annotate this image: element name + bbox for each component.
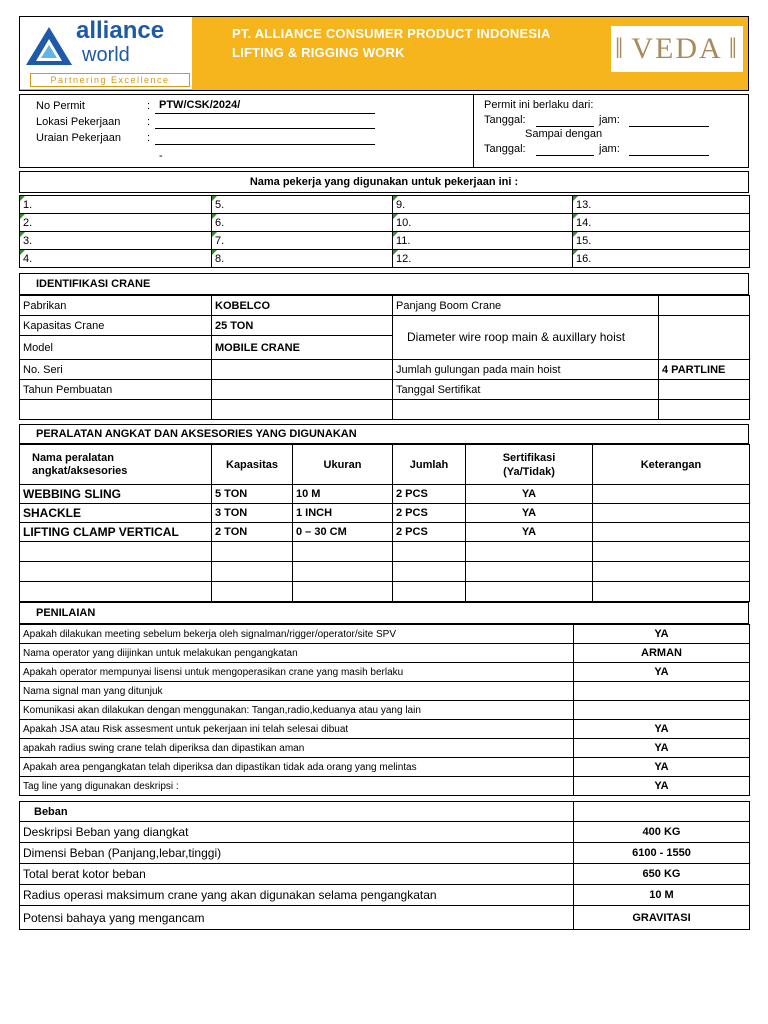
assessment-answer[interactable]: YA <box>574 625 750 644</box>
work-type-title: LIFTING & RIGGING WORK <box>232 45 405 60</box>
logo-line2: world <box>82 44 130 66</box>
load-question: Deskripsi Beban yang diangkat <box>20 822 574 843</box>
worker-slot[interactable]: 13. <box>573 196 750 214</box>
worker-slot[interactable]: 7. <box>212 232 393 250</box>
permit-no-label: No Permit <box>36 100 85 112</box>
permit-no-value[interactable]: PTW/CSK/2024/ <box>159 99 241 111</box>
boom-value[interactable] <box>659 296 750 316</box>
col-header-name: Nama peralatan angkat/aksesories <box>20 445 212 485</box>
load-answer[interactable]: 10 M <box>574 885 750 906</box>
worker-slot[interactable]: 11. <box>393 232 573 250</box>
assessment-table <box>19 624 750 796</box>
assessment-answer[interactable]: ARMAN <box>574 644 750 663</box>
reeving-label: Jumlah gulungan pada main hoist <box>393 360 659 380</box>
manufacturer-label: Pabrikan <box>20 296 212 316</box>
model-value[interactable]: MOBILE CRANE <box>212 336 393 360</box>
col-header-qty: Jumlah <box>393 445 466 485</box>
assessment-question: Apakah operator mempunyai lisensi untuk mengoperasikan crane yang masih berlaku <box>20 663 574 682</box>
load-answer[interactable]: 400 KG <box>574 822 750 843</box>
assessment-section-header <box>19 602 749 624</box>
assessment-answer[interactable]: YA <box>574 777 750 796</box>
assessment-question: Apakah area pengangkatan telah diperiksa dan dipastikan tidak ada orang yang melintas <box>20 758 574 777</box>
assessment-section-title: PENILAIAN <box>36 607 96 619</box>
workers-table <box>19 195 750 268</box>
equip-cert[interactable]: YA <box>466 504 593 523</box>
worker-slot[interactable]: 9. <box>393 196 573 214</box>
worker-slot[interactable]: 1. <box>20 196 212 214</box>
wire-label: Diameter wire roop main & auxillary hoist <box>393 316 659 360</box>
assessment-answer[interactable]: YA <box>574 663 750 682</box>
worker-slot[interactable]: 3. <box>20 232 212 250</box>
worker-slot[interactable]: 12. <box>393 250 573 268</box>
boom-label: Panjang Boom Crane <box>393 296 659 316</box>
worker-slot[interactable]: 2. <box>20 214 212 232</box>
permit-info-box <box>19 94 749 168</box>
crane-section-title: IDENTIFIKASI CRANE <box>36 278 151 290</box>
from-time-field[interactable] <box>629 126 709 127</box>
equip-size[interactable]: 10 M <box>293 485 393 504</box>
year-label: Tahun Pembuatan <box>20 380 212 400</box>
assessment-question: apakah radius swing crane telah diperiksa dan dipastikan aman <box>20 739 574 758</box>
load-section-title: Beban <box>20 802 574 822</box>
equip-cert[interactable]: YA <box>466 523 593 542</box>
worker-slot[interactable]: 4. <box>20 250 212 268</box>
col-header-cert: Sertifikasi (Ya/Tidak) <box>466 445 593 485</box>
assessment-question: Apakah dilakukan meeting sebelum bekerja oleh signalman/rigger/operator/site SPV <box>20 625 574 644</box>
worker-slot[interactable]: 10. <box>393 214 573 232</box>
load-table <box>19 801 750 930</box>
manufacturer-value[interactable]: KOBELCO <box>212 296 393 316</box>
load-question: Total berat kotor beban <box>20 864 574 885</box>
load-answer[interactable]: 650 KG <box>574 864 750 885</box>
reeving-value[interactable]: 4 PARTLINE <box>659 360 750 380</box>
worker-slot[interactable]: 6. <box>212 214 393 232</box>
col-header-capacity: Kapasitas <box>212 445 293 485</box>
location-label: Lokasi Pekerjaan <box>36 116 121 128</box>
until-label: Sampai dengan <box>525 128 603 140</box>
logo-tagline: Partnering Excellence <box>30 73 190 87</box>
equip-note[interactable] <box>593 504 750 523</box>
assessment-answer[interactable]: YA <box>574 720 750 739</box>
worker-slot[interactable]: 16. <box>573 250 750 268</box>
equip-name[interactable]: LIFTING CLAMP VERTICAL <box>20 523 212 542</box>
wire-value[interactable] <box>659 316 750 360</box>
worker-slot[interactable]: 5. <box>212 196 393 214</box>
assessment-answer[interactable] <box>574 701 750 720</box>
equip-size[interactable]: 1 INCH <box>293 504 393 523</box>
triangle-logo-icon <box>24 25 74 67</box>
assessment-answer[interactable] <box>574 682 750 701</box>
worker-slot[interactable]: 15. <box>573 232 750 250</box>
from-date-field[interactable] <box>536 126 594 127</box>
load-question: Dimensi Beban (Panjang,lebar,tinggi) <box>20 843 574 864</box>
equip-capacity[interactable]: 3 TON <box>212 504 293 523</box>
equip-capacity[interactable]: 5 TON <box>212 485 293 504</box>
assessment-question: Tag line yang digunakan deskripsi : <box>20 777 574 796</box>
load-answer[interactable]: GRAVITASI <box>574 906 750 930</box>
until-date-field[interactable] <box>536 155 594 156</box>
workers-title: Nama pekerja yang digunakan untuk pekerjaan ini : <box>249 176 519 188</box>
load-answer[interactable]: 6100 - 1550 <box>574 843 750 864</box>
serial-value[interactable] <box>212 360 393 380</box>
veda-logo-text: VEDA <box>631 32 723 65</box>
logo-line1: alliance <box>76 17 165 44</box>
assessment-question: Nama operator yang diijinkan untuk melakukan pengangkatan <box>20 644 574 663</box>
description-field[interactable] <box>155 144 375 145</box>
equip-note[interactable] <box>593 485 750 504</box>
assessment-answer[interactable]: YA <box>574 758 750 777</box>
company-title: PT. ALLIANCE CONSUMER PRODUCT INDONESIA <box>232 26 551 41</box>
location-field[interactable] <box>155 128 375 129</box>
description-label: Uraian Pekerjaan <box>36 132 121 144</box>
equip-name[interactable]: SHACKLE <box>20 504 212 523</box>
serial-label: No. Seri <box>20 360 212 380</box>
equipment-table <box>19 444 750 602</box>
equipment-section-title: PERALATAN ANGKAT DAN AKSESORIES YANG DIGUNAKAN <box>36 428 357 440</box>
capacity-label: Kapasitas Crane <box>20 316 212 336</box>
cert-date-label: Tanggal Sertifikat <box>393 380 659 400</box>
equip-size[interactable]: 0 – 30 CM <box>293 523 393 542</box>
equip-qty[interactable]: 2 PCS <box>393 504 466 523</box>
assessment-question: Nama signal man yang ditunjuk <box>20 682 574 701</box>
equip-capacity[interactable]: 2 TON <box>212 523 293 542</box>
crane-table <box>19 295 750 420</box>
equip-name[interactable]: WEBBING SLING <box>20 485 212 504</box>
worker-slot[interactable]: 14. <box>573 214 750 232</box>
assessment-question: Komunikasi akan dilakukan dengan menggunakan: Tangan,radio,keduanya atau yang lain <box>20 701 574 720</box>
assessment-answer[interactable]: YA <box>574 739 750 758</box>
cert-date-value[interactable] <box>659 380 750 400</box>
equip-cert[interactable]: YA <box>466 485 593 504</box>
load-question: Radius operasi maksimum crane yang akan digunakan selama pengangkatan <box>20 885 574 906</box>
valid-from-label: Permit ini berlaku dari: <box>484 99 594 111</box>
until-time-field[interactable] <box>629 155 709 156</box>
load-question: Potensi bahaya yang mengancam <box>20 906 574 930</box>
capacity-value[interactable]: 25 TON <box>212 316 393 336</box>
year-value[interactable] <box>212 380 393 400</box>
model-label: Model <box>20 336 212 360</box>
equip-note[interactable] <box>593 523 750 542</box>
worker-slot[interactable]: 8. <box>212 250 393 268</box>
col-header-size: Ukuran <box>293 445 393 485</box>
equip-qty[interactable]: 2 PCS <box>393 523 466 542</box>
col-header-note: Keterangan <box>593 445 750 485</box>
assessment-question: Apakah JSA atau Risk assesment untuk pekerjaan ini telah selesai dibuat <box>20 720 574 739</box>
equip-qty[interactable]: 2 PCS <box>393 485 466 504</box>
alliance-logo <box>20 17 192 89</box>
veda-logo: ‖ VEDA ‖ <box>611 26 743 72</box>
